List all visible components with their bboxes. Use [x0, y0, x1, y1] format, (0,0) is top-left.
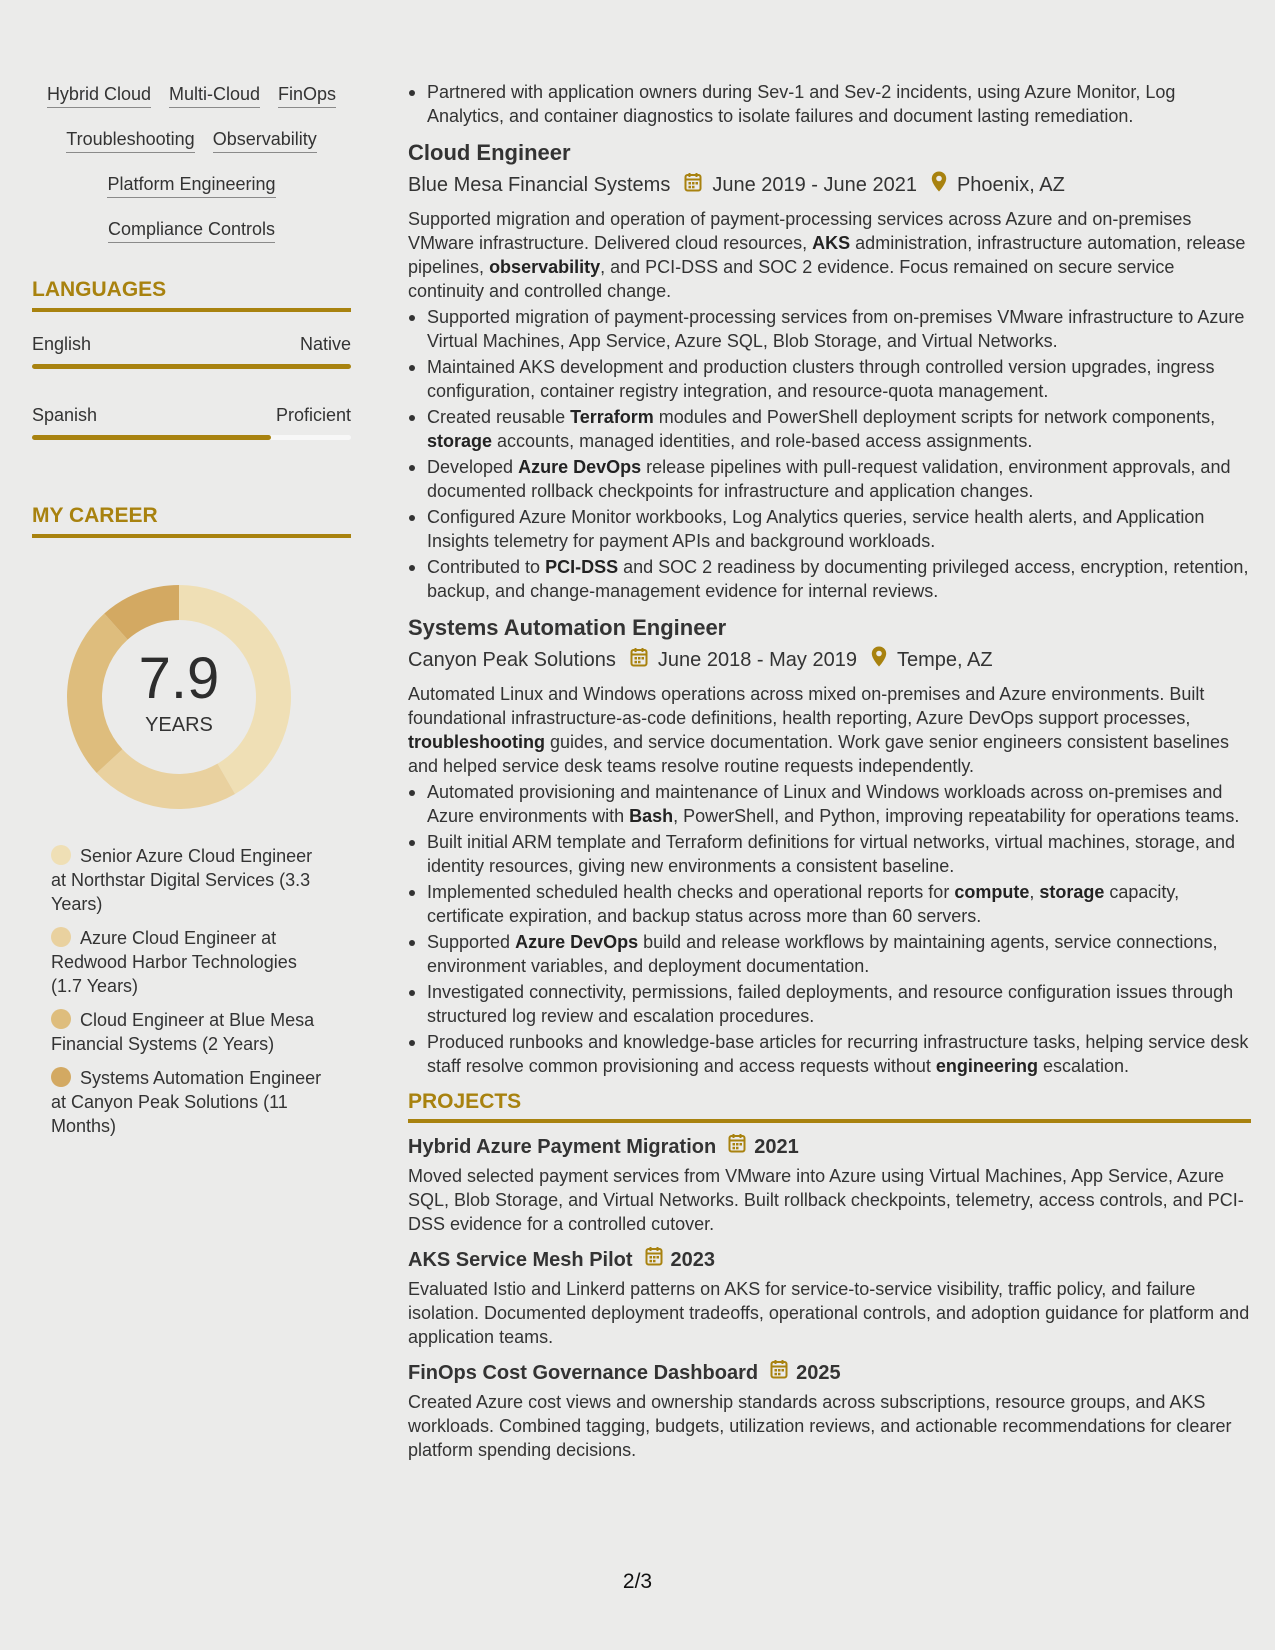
language-item — [32, 405, 351, 440]
job-company: Blue Mesa Financial Systems — [408, 174, 671, 196]
language-bar — [32, 435, 351, 440]
project-title-row — [408, 1246, 1251, 1273]
bullet-item — [408, 830, 1251, 878]
experience-list — [408, 138, 1251, 1078]
job-bullets — [408, 305, 1251, 603]
sidebar — [32, 84, 351, 1148]
text-run: build and release workflows by maintaining agents, service connections, environment variables, and deployment documentation. — [427, 932, 1218, 976]
calendar-icon — [770, 1359, 788, 1386]
bold-keyword: AKS — [812, 233, 851, 253]
legend-item — [32, 1008, 322, 1056]
job-meta — [408, 646, 1251, 674]
text-run: and SOC 2 readiness by documenting privileged access, encryption, retention, backup, and change-management evidence for internal reviews. — [427, 557, 1249, 601]
job-entry — [408, 138, 1251, 603]
career-section — [32, 504, 351, 1138]
job-dates: June 2019 - June 2021 — [712, 174, 917, 196]
bold-keyword: PCI-DSS — [545, 557, 619, 577]
text-run: Supported migration and operation of payment-processing services across Azure and on-premises VMware infrastructure. Delivered cloud resources, — [408, 209, 1192, 253]
job-company: Canyon Peak Solutions — [408, 649, 616, 671]
bullet-item — [408, 880, 1251, 928]
skill-tag: Observability — [213, 129, 317, 153]
calendar-icon — [645, 1246, 663, 1273]
languages-section — [32, 278, 351, 440]
skills-list — [32, 84, 351, 264]
bold-keyword: engineering — [935, 1056, 1038, 1076]
text-run: Investigated connectivity, permissions, failed deployments, and resource configuration issues through structured log review and escalation procedures. — [427, 982, 1234, 1026]
text-run: Produced runbooks and knowledge-base articles for recurring infrastructure tasks, helping service desk staff resolve common provisioning and access requests without — [427, 1032, 1249, 1076]
bold-keyword: storage — [1039, 882, 1105, 902]
language-item — [32, 334, 351, 369]
bold-keyword: storage — [427, 431, 493, 451]
text-run: Developed — [427, 457, 519, 477]
job-meta — [408, 171, 1251, 199]
project-year: 2021 — [754, 1135, 799, 1158]
job-location: Tempe, AZ — [896, 649, 993, 671]
project-entry — [408, 1133, 1251, 1236]
bold-keyword: Bash — [629, 806, 674, 826]
skill-tag: Compliance Controls — [108, 219, 275, 243]
map-pin-icon — [931, 171, 947, 199]
text-run: Contributed to — [427, 557, 546, 577]
bullet-item — [408, 355, 1251, 403]
project-title-row — [408, 1133, 1251, 1160]
skill-row — [32, 219, 351, 264]
calendar-icon — [630, 647, 648, 674]
skill-tag: Platform Engineering — [107, 174, 275, 198]
language-name: English — [32, 334, 92, 354]
text-run: Supported migration of payment-processing services from on-premises VMware infrastructure to Azure Virtual Machines, App Service, Azure SQL, Blob Storage, and Virtual Networks. — [427, 307, 1245, 351]
bullet-item — [408, 980, 1251, 1028]
skill-tag: Hybrid Cloud — [47, 84, 151, 108]
text-run: guides, and service documentation. Work gave senior engineers consistent baselines and helped service desk teams resolve routine requests independently. — [408, 732, 1230, 776]
calendar-icon — [728, 1133, 746, 1160]
skill-tag: FinOps — [278, 84, 336, 108]
calendar-icon — [684, 172, 702, 199]
career-total-unit: YEARS — [145, 714, 213, 736]
intro-bullets — [408, 80, 1251, 128]
project-entry — [408, 1359, 1251, 1462]
skill-row — [32, 174, 351, 219]
career-total-years: 7.9 — [138, 646, 220, 711]
bold-keyword: observability — [489, 257, 601, 277]
skill-row — [32, 129, 351, 174]
text-run: modules and PowerShell deployment scripts for network components, — [653, 407, 1216, 427]
bold-keyword: troubleshooting — [408, 732, 545, 752]
bullet-item — [408, 305, 1251, 353]
projects-heading: PROJECTS — [408, 1090, 1251, 1123]
project-title: FinOps Cost Governance Dashboard — [408, 1361, 759, 1384]
bullet-item — [408, 930, 1251, 978]
page-number: 2/3 — [622, 1570, 653, 1593]
project-title: AKS Service Mesh Pilot — [408, 1248, 633, 1271]
bullet-item: Partnered with application owners during Sev-1 and Sev-2 incidents, using Azure Monitor, Log Analytics, and container diagnostics to isolate failures and document lasting remediation. — [408, 80, 1251, 128]
bullet-item — [408, 405, 1251, 453]
text-run: Automated provisioning and maintenance of Linux and Windows workloads across on-premises and Azure environments with — [427, 782, 1223, 826]
language-name: Spanish — [32, 405, 98, 425]
project-year: 2023 — [670, 1248, 716, 1271]
text-run: escalation. — [1037, 1056, 1129, 1076]
bullet-item — [408, 1030, 1251, 1078]
text-run: Automated Linux and Windows operations across mixed on-premises and Azure environments. Built foundational infrastructure-as-code definitions, health reporting, Azure DevOps support processes, — [408, 684, 1205, 728]
language-bar — [32, 364, 351, 369]
career-legend — [32, 844, 351, 1138]
legend-dot — [51, 1067, 71, 1087]
text-run: accounts, managed identities, and role-based access assignments. — [492, 431, 1033, 451]
bullet-item — [408, 455, 1251, 503]
legend-item — [32, 926, 322, 998]
skill-row — [32, 84, 351, 129]
project-year: 2025 — [796, 1361, 841, 1384]
bold-keyword: Azure DevOps — [518, 457, 642, 477]
bold-keyword: Terraform — [570, 407, 654, 427]
bold-keyword: Azure DevOps — [515, 932, 639, 952]
text-run: Supported — [427, 932, 516, 952]
text-run: capacity, certificate expiration, and backup status across more than 60 servers. — [427, 882, 1180, 926]
legend-dot — [51, 927, 71, 947]
text-run: , PowerShell, and Python, improving repeatability for operations teams. — [673, 806, 1240, 826]
job-bullets — [408, 780, 1251, 1078]
text-run: , — [1029, 882, 1040, 902]
language-bar-fill — [32, 435, 271, 440]
bold-keyword: compute — [954, 882, 1030, 902]
language-row — [32, 334, 351, 355]
job-dates: June 2018 - May 2019 — [657, 649, 857, 671]
legend-item — [32, 844, 322, 916]
bullet-item — [408, 505, 1251, 553]
project-title: Hybrid Azure Payment Migration — [408, 1135, 717, 1158]
job-title: Cloud Engineer — [408, 140, 571, 165]
main-content — [408, 80, 1251, 1462]
skill-tag: Multi-Cloud — [169, 84, 260, 108]
languages-heading: LANGUAGES — [32, 278, 351, 312]
text-run: administration, infrastructure automation, release pipelines, — [408, 233, 1246, 277]
job-summary — [408, 207, 1251, 303]
legend-label: Senior Azure Cloud Engineer at Northstar Digital Services (3.3 Years) — [51, 846, 313, 914]
language-level: Native — [299, 334, 351, 354]
project-entry — [408, 1246, 1251, 1349]
job-summary — [408, 682, 1251, 778]
job-location: Phoenix, AZ — [956, 174, 1065, 196]
languages-list — [32, 334, 351, 440]
map-pin-icon — [871, 646, 887, 674]
bullet-item — [408, 555, 1251, 603]
text-run: Configured Azure Monitor workbooks, Log Analytics queries, service health alerts, and Application Insights telemetry for payment APIs and background workloads. — [427, 507, 1205, 551]
job-entry — [408, 613, 1251, 1078]
language-level: Proficient — [275, 405, 351, 425]
text-run: release pipelines with pull-request validation, environment approvals, and documented rollback checkpoints for infrastructure and application changes. — [427, 457, 1231, 501]
legend-label: Systems Automation Engineer at Canyon Peak Solutions (11 Months) — [51, 1068, 322, 1136]
project-description: Created Azure cost views and ownership standards across subscriptions, resource groups, and AKS workloads. Combined tagging, budgets, utilization reviews, and actionable recommendations for clearer platform spending decisions. — [408, 1392, 1232, 1460]
legend-item — [32, 1066, 322, 1138]
legend-dot — [51, 1009, 71, 1029]
text-run: Created reusable — [427, 407, 571, 427]
projects-list — [408, 1133, 1251, 1462]
job-title: Systems Automation Engineer — [408, 615, 727, 640]
skill-tag: Troubleshooting — [66, 129, 194, 153]
project-description: Moved selected payment services from VMware into Azure using Virtual Machines, App Service, Azure SQL, Blob Storage, and Virtual Networks. Built rollback checkpoints, telemetry, access controls, and PCI-DSS evidence for a controlled cutover. — [408, 1166, 1244, 1234]
legend-label: Cloud Engineer at Blue Mesa Financial Systems (2 Years) — [51, 1010, 315, 1054]
project-title-row — [408, 1359, 1251, 1386]
text-run: Built initial ARM template and Terraform definitions for virtual networks, virtual machines, storage, and identity resources, giving new environments a consistent baseline. — [427, 832, 1236, 876]
text-run: Implemented scheduled health checks and operational reports for — [427, 882, 955, 902]
legend-label: Azure Cloud Engineer at Redwood Harbor Technologies (1.7 Years) — [51, 928, 297, 996]
bullet-item — [408, 780, 1251, 828]
career-heading: MY CAREER — [32, 504, 351, 538]
project-description: Evaluated Istio and Linkerd patterns on AKS for service-to-service visibility, traffic policy, and failure isolation. Documented deployment tradeoffs, operational controls, and adoption guidance for platform and application teams. — [408, 1279, 1250, 1347]
language-row — [32, 405, 351, 426]
language-bar-fill — [32, 364, 351, 369]
text-run: , and PCI-DSS and SOC 2 evidence. Focus remained on secure service continuity and controlled change. — [408, 257, 1175, 301]
text-run: Maintained AKS development and production clusters through controlled version upgrades, ingress configuration, container registry integration, and resource-quota management. — [427, 357, 1215, 401]
legend-dot — [51, 845, 71, 865]
career-donut-chart — [64, 582, 294, 812]
